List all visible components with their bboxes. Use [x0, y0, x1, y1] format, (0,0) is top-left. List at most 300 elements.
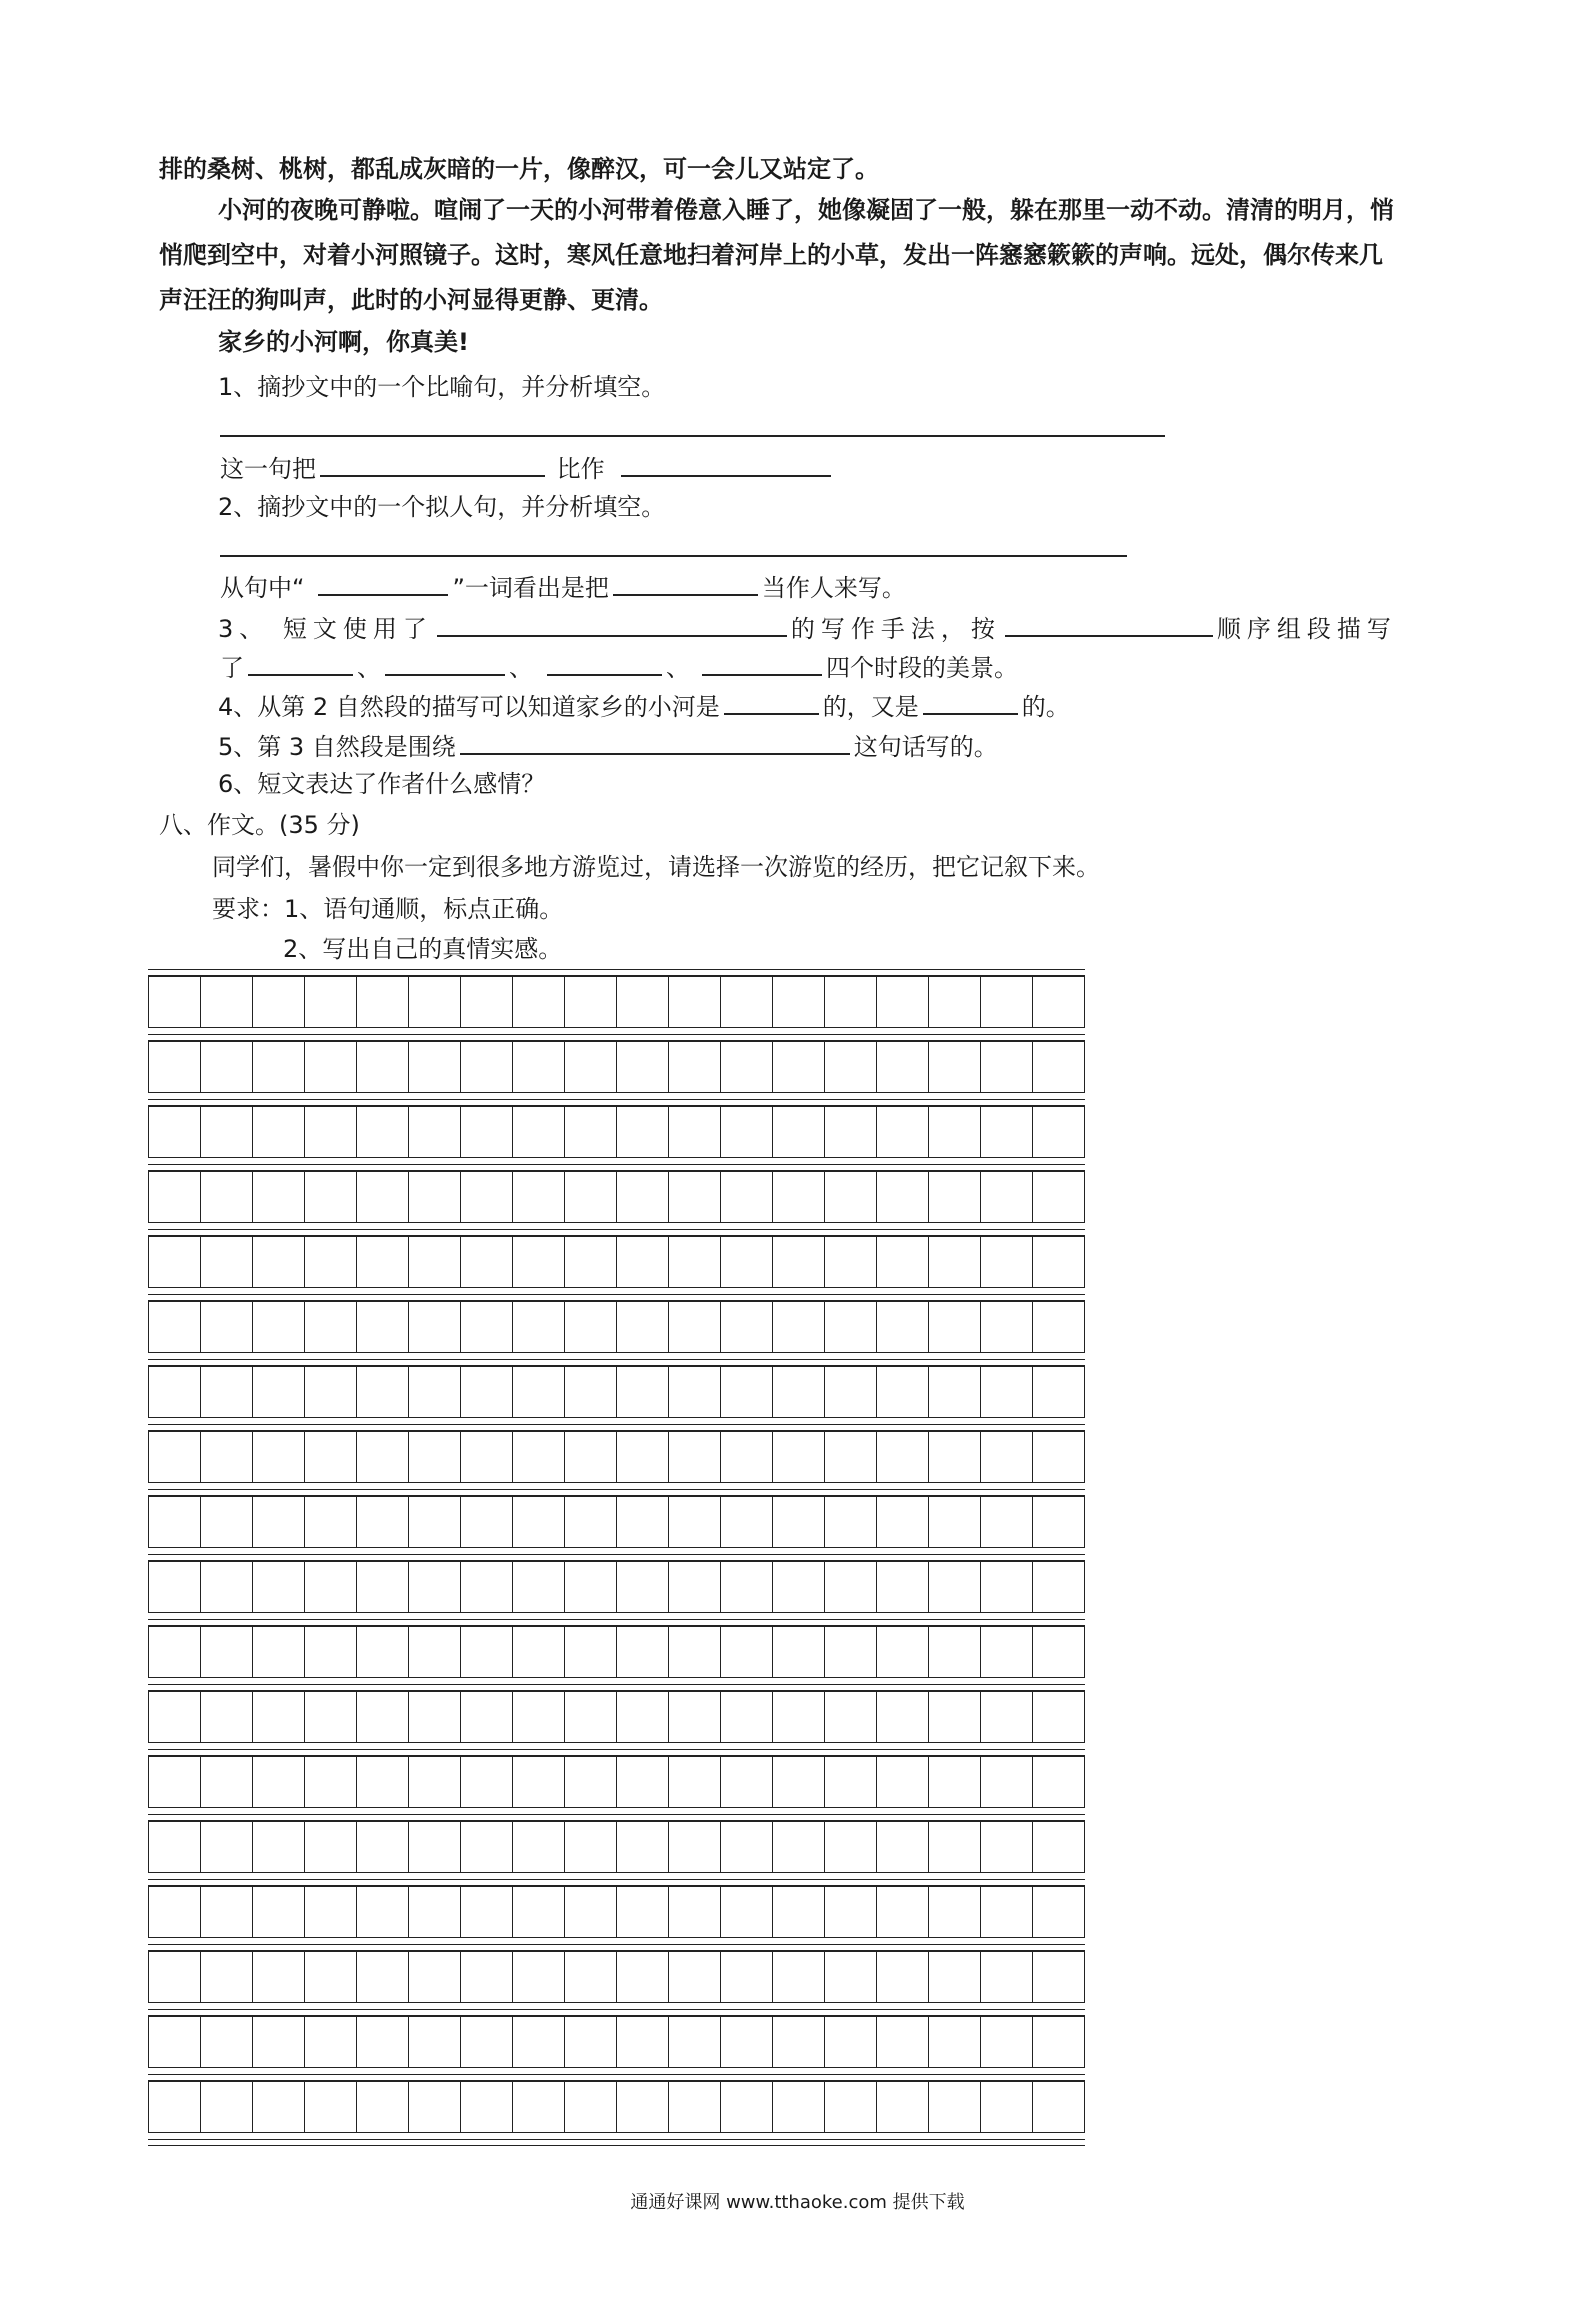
grid-cell[interactable]	[253, 1757, 305, 1807]
grid-cell[interactable]	[773, 1432, 825, 1482]
grid-cell[interactable]	[253, 2082, 305, 2132]
grid-cell[interactable]	[461, 1042, 513, 1092]
grid-cell[interactable]	[773, 977, 825, 1027]
grid-cell[interactable]	[825, 1237, 877, 1287]
grid-cell[interactable]	[825, 1627, 877, 1677]
grid-cell[interactable]	[669, 2082, 721, 2132]
grid-cell[interactable]	[461, 1952, 513, 2002]
grid-cell[interactable]	[357, 1042, 409, 1092]
grid-cell[interactable]	[409, 1237, 461, 1287]
grid-cell[interactable]	[565, 1887, 617, 1937]
grid-cell[interactable]	[149, 1562, 201, 1612]
grid-cell[interactable]	[409, 977, 461, 1027]
grid-cell[interactable]	[669, 1432, 721, 1482]
grid-cell[interactable]	[357, 1367, 409, 1417]
grid-cell[interactable]	[201, 2082, 253, 2132]
grid-cell[interactable]	[981, 977, 1033, 1027]
grid-cell[interactable]	[929, 1107, 981, 1157]
grid-cell[interactable]	[149, 1692, 201, 1742]
grid-cell[interactable]	[773, 1302, 825, 1352]
grid-cell[interactable]	[721, 1237, 773, 1287]
grid-row[interactable]	[148, 1879, 1085, 1944]
grid-cell[interactable]	[149, 1887, 201, 1937]
grid-cell[interactable]	[877, 977, 929, 1027]
grid-cells[interactable]	[148, 976, 1085, 1028]
q3-blank-period-2[interactable]	[385, 648, 505, 676]
grid-cell[interactable]	[825, 1367, 877, 1417]
grid-cell[interactable]	[409, 1692, 461, 1742]
grid-cell[interactable]	[877, 1952, 929, 2002]
grid-cell[interactable]	[565, 1497, 617, 1547]
q3-blank-period-1[interactable]	[248, 648, 353, 676]
grid-cell[interactable]	[461, 1367, 513, 1417]
grid-cell[interactable]	[825, 2082, 877, 2132]
grid-cell[interactable]	[877, 1562, 929, 1612]
grid-cell[interactable]	[981, 1497, 1033, 1547]
grid-cell[interactable]	[721, 1822, 773, 1872]
grid-cell[interactable]	[253, 1627, 305, 1677]
grid-row[interactable]	[148, 2009, 1085, 2074]
grid-cell[interactable]	[1033, 1107, 1085, 1157]
grid-cell[interactable]	[669, 1302, 721, 1352]
grid-cell[interactable]	[929, 977, 981, 1027]
grid-cell[interactable]	[669, 1952, 721, 2002]
grid-cell[interactable]	[877, 1887, 929, 1937]
grid-cell[interactable]	[201, 1822, 253, 1872]
grid-cell[interactable]	[149, 1757, 201, 1807]
grid-cell[interactable]	[409, 1952, 461, 2002]
grid-cell[interactable]	[721, 1497, 773, 1547]
grid-cell[interactable]	[565, 1172, 617, 1222]
grid-cell[interactable]	[149, 1952, 201, 2002]
grid-cell[interactable]	[253, 1692, 305, 1742]
q4-blank-1[interactable]	[724, 687, 819, 715]
grid-cell[interactable]	[357, 977, 409, 1027]
grid-cell[interactable]	[981, 1172, 1033, 1222]
grid-cell[interactable]	[877, 2082, 929, 2132]
grid-row[interactable]	[148, 969, 1085, 1034]
grid-cell[interactable]	[253, 1237, 305, 1287]
grid-cell[interactable]	[617, 1822, 669, 1872]
grid-cell[interactable]	[929, 1497, 981, 1547]
grid-cell[interactable]	[773, 1822, 825, 1872]
grid-cell[interactable]	[201, 1042, 253, 1092]
grid-cell[interactable]	[201, 1107, 253, 1157]
grid-cell[interactable]	[253, 1497, 305, 1547]
grid-cell[interactable]	[825, 1497, 877, 1547]
grid-cell[interactable]	[409, 1367, 461, 1417]
grid-cell[interactable]	[773, 1107, 825, 1157]
grid-cell[interactable]	[721, 1757, 773, 1807]
grid-cells[interactable]	[148, 1041, 1085, 1093]
grid-cell[interactable]	[981, 1822, 1033, 1872]
grid-cell[interactable]	[253, 1822, 305, 1872]
grid-cell[interactable]	[721, 1627, 773, 1677]
q3-blank-period-4[interactable]	[702, 648, 822, 676]
grid-cell[interactable]	[877, 1367, 929, 1417]
q2-blank-word[interactable]	[318, 568, 448, 596]
grid-cell[interactable]	[773, 1952, 825, 2002]
grid-cell[interactable]	[513, 977, 565, 1027]
grid-cell[interactable]	[305, 1302, 357, 1352]
grid-cells[interactable]	[148, 1236, 1085, 1288]
grid-cell[interactable]	[305, 1237, 357, 1287]
grid-cell[interactable]	[201, 1302, 253, 1352]
grid-cell[interactable]	[825, 1302, 877, 1352]
grid-cell[interactable]	[409, 2017, 461, 2067]
grid-cell[interactable]	[253, 2017, 305, 2067]
grid-cell[interactable]	[565, 1107, 617, 1157]
grid-cell[interactable]	[981, 2017, 1033, 2067]
grid-cell[interactable]	[1033, 1302, 1085, 1352]
grid-cell[interactable]	[825, 1887, 877, 1937]
grid-row[interactable]	[148, 1489, 1085, 1554]
grid-cells[interactable]	[148, 1106, 1085, 1158]
grid-cell[interactable]	[513, 1042, 565, 1092]
q1-blank-subject[interactable]	[320, 449, 545, 477]
grid-cell[interactable]	[721, 1887, 773, 1937]
grid-cell[interactable]	[357, 1107, 409, 1157]
grid-cell[interactable]	[617, 1562, 669, 1612]
grid-cell[interactable]	[617, 1302, 669, 1352]
grid-cell[interactable]	[617, 1107, 669, 1157]
grid-row[interactable]	[148, 1294, 1085, 1359]
grid-cell[interactable]	[877, 1107, 929, 1157]
grid-cell[interactable]	[773, 2017, 825, 2067]
grid-cells[interactable]	[148, 1821, 1085, 1873]
grid-cell[interactable]	[565, 1627, 617, 1677]
grid-cell[interactable]	[929, 1237, 981, 1287]
grid-cell[interactable]	[617, 2082, 669, 2132]
grid-cell[interactable]	[565, 1367, 617, 1417]
grid-cell[interactable]	[929, 2082, 981, 2132]
grid-cell[interactable]	[461, 1692, 513, 1742]
grid-cell[interactable]	[149, 1432, 201, 1482]
grid-cell[interactable]	[981, 1757, 1033, 1807]
grid-cell[interactable]	[825, 1952, 877, 2002]
grid-cell[interactable]	[669, 1757, 721, 1807]
grid-cell[interactable]	[357, 1562, 409, 1612]
grid-cell[interactable]	[773, 1237, 825, 1287]
grid-cell[interactable]	[461, 977, 513, 1027]
grid-cell[interactable]	[149, 2082, 201, 2132]
grid-cell[interactable]	[149, 1042, 201, 1092]
grid-cells[interactable]	[148, 1171, 1085, 1223]
grid-cell[interactable]	[565, 1757, 617, 1807]
grid-cell[interactable]	[617, 1497, 669, 1547]
grid-cell[interactable]	[825, 1432, 877, 1482]
grid-cell[interactable]	[773, 1497, 825, 1547]
grid-cell[interactable]	[981, 1887, 1033, 1937]
q1-blank-object[interactable]	[621, 449, 831, 477]
grid-cell[interactable]	[1033, 1952, 1085, 2002]
grid-cell[interactable]	[357, 1172, 409, 1222]
grid-cell[interactable]	[929, 1627, 981, 1677]
grid-cell[interactable]	[981, 1562, 1033, 1612]
grid-cell[interactable]	[513, 1887, 565, 1937]
grid-cell[interactable]	[773, 1692, 825, 1742]
grid-cell[interactable]	[1033, 1887, 1085, 1937]
grid-cell[interactable]	[1033, 1367, 1085, 1417]
grid-row[interactable]	[148, 1359, 1085, 1424]
grid-row[interactable]	[148, 1814, 1085, 1879]
grid-cell[interactable]	[409, 1042, 461, 1092]
grid-cell[interactable]	[201, 1367, 253, 1417]
grid-cell[interactable]	[617, 1627, 669, 1677]
grid-cell[interactable]	[565, 2017, 617, 2067]
grid-cell[interactable]	[149, 1367, 201, 1417]
grid-cell[interactable]	[461, 2082, 513, 2132]
grid-cell[interactable]	[201, 1172, 253, 1222]
grid-cell[interactable]	[409, 1757, 461, 1807]
grid-cell[interactable]	[825, 1107, 877, 1157]
grid-cell[interactable]	[357, 1627, 409, 1677]
grid-cell[interactable]	[357, 1302, 409, 1352]
grid-cell[interactable]	[981, 1367, 1033, 1417]
grid-cell[interactable]	[877, 1692, 929, 1742]
q2-answer-line[interactable]	[220, 555, 1127, 557]
grid-cell[interactable]	[513, 1952, 565, 2002]
grid-cell[interactable]	[929, 1692, 981, 1742]
grid-cell[interactable]	[981, 1627, 1033, 1677]
grid-cell[interactable]	[825, 1692, 877, 1742]
grid-cell[interactable]	[721, 1302, 773, 1352]
grid-cell[interactable]	[877, 1757, 929, 1807]
grid-cell[interactable]	[149, 1497, 201, 1547]
grid-cell[interactable]	[825, 1042, 877, 1092]
grid-cell[interactable]	[877, 1237, 929, 1287]
grid-cell[interactable]	[1033, 1757, 1085, 1807]
grid-cell[interactable]	[409, 1887, 461, 1937]
grid-cell[interactable]	[565, 1952, 617, 2002]
grid-cell[interactable]	[201, 1562, 253, 1612]
grid-cell[interactable]	[617, 1042, 669, 1092]
grid-cell[interactable]	[721, 2017, 773, 2067]
grid-cell[interactable]	[981, 1237, 1033, 1287]
grid-cell[interactable]	[877, 1627, 929, 1677]
q5-blank-sentence[interactable]	[460, 727, 850, 755]
grid-cell[interactable]	[461, 1757, 513, 1807]
grid-cell[interactable]	[149, 1627, 201, 1677]
grid-cell[interactable]	[669, 1822, 721, 1872]
grid-cell[interactable]	[617, 2017, 669, 2067]
grid-cell[interactable]	[201, 2017, 253, 2067]
grid-row[interactable]	[148, 1099, 1085, 1164]
grid-cell[interactable]	[773, 2082, 825, 2132]
grid-cell[interactable]	[981, 1302, 1033, 1352]
grid-cell[interactable]	[357, 1822, 409, 1872]
grid-cell[interactable]	[1033, 2017, 1085, 2067]
grid-cell[interactable]	[825, 1822, 877, 1872]
grid-cell[interactable]	[877, 1302, 929, 1352]
grid-cell[interactable]	[877, 1497, 929, 1547]
grid-cell[interactable]	[721, 1107, 773, 1157]
grid-cell[interactable]	[461, 1107, 513, 1157]
grid-cell[interactable]	[253, 1562, 305, 1612]
grid-cell[interactable]	[305, 1692, 357, 1742]
grid-cell[interactable]	[201, 1432, 253, 1482]
grid-cell[interactable]	[617, 1367, 669, 1417]
grid-cell[interactable]	[981, 1692, 1033, 1742]
grid-cell[interactable]	[513, 1107, 565, 1157]
grid-cell[interactable]	[513, 2082, 565, 2132]
grid-cell[interactable]	[565, 1692, 617, 1742]
grid-cell[interactable]	[1033, 1627, 1085, 1677]
grid-row[interactable]	[148, 1749, 1085, 1814]
grid-cell[interactable]	[461, 1302, 513, 1352]
grid-cell[interactable]	[669, 2017, 721, 2067]
grid-cells[interactable]	[148, 1366, 1085, 1418]
grid-cell[interactable]	[357, 1887, 409, 1937]
grid-cell[interactable]	[305, 1042, 357, 1092]
grid-cell[interactable]	[461, 1497, 513, 1547]
grid-cell[interactable]	[565, 1302, 617, 1352]
grid-cells[interactable]	[148, 1496, 1085, 1548]
grid-cell[interactable]	[461, 1172, 513, 1222]
grid-cell[interactable]	[461, 1562, 513, 1612]
grid-cell[interactable]	[305, 1887, 357, 1937]
grid-cell[interactable]	[773, 1042, 825, 1092]
grid-cell[interactable]	[305, 1822, 357, 1872]
grid-cell[interactable]	[357, 1497, 409, 1547]
grid-cells[interactable]	[148, 2081, 1085, 2133]
grid-cell[interactable]	[149, 1822, 201, 1872]
grid-cell[interactable]	[565, 1432, 617, 1482]
grid-cell[interactable]	[513, 1497, 565, 1547]
grid-cell[interactable]	[201, 1757, 253, 1807]
grid-cell[interactable]	[305, 2017, 357, 2067]
grid-cells[interactable]	[148, 1561, 1085, 1613]
grid-cell[interactable]	[513, 1432, 565, 1482]
grid-cell[interactable]	[201, 977, 253, 1027]
grid-cell[interactable]	[981, 1107, 1033, 1157]
grid-cell[interactable]	[357, 1237, 409, 1287]
grid-cell[interactable]	[409, 1172, 461, 1222]
grid-cells[interactable]	[148, 1431, 1085, 1483]
grid-cell[interactable]	[825, 1172, 877, 1222]
grid-cell[interactable]	[929, 1042, 981, 1092]
grid-cell[interactable]	[721, 1042, 773, 1092]
grid-cell[interactable]	[409, 1562, 461, 1612]
grid-cells[interactable]	[148, 1886, 1085, 1938]
grid-cell[interactable]	[669, 1172, 721, 1222]
grid-cell[interactable]	[929, 1367, 981, 1417]
grid-cell[interactable]	[1033, 1497, 1085, 1547]
grid-cell[interactable]	[409, 1302, 461, 1352]
grid-cell[interactable]	[253, 1367, 305, 1417]
q3-blank-period-3[interactable]	[547, 648, 662, 676]
grid-cell[interactable]	[409, 1432, 461, 1482]
grid-cells[interactable]	[148, 1756, 1085, 1808]
grid-cell[interactable]	[305, 1627, 357, 1677]
grid-cell[interactable]	[565, 1562, 617, 1612]
grid-cell[interactable]	[773, 1887, 825, 1937]
grid-cell[interactable]	[1033, 2082, 1085, 2132]
grid-cells[interactable]	[148, 1301, 1085, 1353]
grid-row[interactable]	[148, 1164, 1085, 1229]
grid-cell[interactable]	[149, 1107, 201, 1157]
grid-cell[interactable]	[877, 1822, 929, 1872]
grid-cell[interactable]	[721, 977, 773, 1027]
grid-row[interactable]	[148, 1619, 1085, 1684]
grid-cell[interactable]	[929, 1302, 981, 1352]
grid-cell[interactable]	[669, 1367, 721, 1417]
grid-cell[interactable]	[721, 1432, 773, 1482]
grid-cell[interactable]	[825, 977, 877, 1027]
grid-cell[interactable]	[773, 1627, 825, 1677]
grid-cell[interactable]	[721, 2082, 773, 2132]
grid-cell[interactable]	[669, 1237, 721, 1287]
grid-cell[interactable]	[149, 1302, 201, 1352]
grid-cell[interactable]	[721, 1367, 773, 1417]
grid-cell[interactable]	[305, 1757, 357, 1807]
grid-cell[interactable]	[253, 1302, 305, 1352]
grid-cell[interactable]	[617, 1432, 669, 1482]
grid-cell[interactable]	[877, 1172, 929, 1222]
grid-cell[interactable]	[721, 1692, 773, 1742]
grid-cell[interactable]	[357, 2017, 409, 2067]
grid-cell[interactable]	[669, 1887, 721, 1937]
grid-cell[interactable]	[773, 1757, 825, 1807]
grid-row[interactable]	[148, 1229, 1085, 1294]
grid-cell[interactable]	[305, 2082, 357, 2132]
grid-cells[interactable]	[148, 1691, 1085, 1743]
grid-cell[interactable]	[357, 1432, 409, 1482]
grid-cell[interactable]	[565, 1237, 617, 1287]
grid-cell[interactable]	[1033, 1562, 1085, 1612]
grid-cell[interactable]	[513, 1237, 565, 1287]
grid-cell[interactable]	[149, 1237, 201, 1287]
grid-cell[interactable]	[253, 1952, 305, 2002]
grid-cell[interactable]	[877, 2017, 929, 2067]
grid-cell[interactable]	[565, 977, 617, 1027]
grid-cell[interactable]	[929, 1887, 981, 1937]
q3-blank-technique[interactable]	[437, 609, 787, 637]
grid-cell[interactable]	[565, 1042, 617, 1092]
grid-cell[interactable]	[617, 1172, 669, 1222]
grid-cell[interactable]	[1033, 1692, 1085, 1742]
grid-cell[interactable]	[357, 1692, 409, 1742]
grid-cell[interactable]	[565, 1822, 617, 1872]
grid-row[interactable]	[148, 1554, 1085, 1619]
grid-cell[interactable]	[669, 1497, 721, 1547]
grid-cell[interactable]	[305, 1432, 357, 1482]
grid-cell[interactable]	[929, 1757, 981, 1807]
grid-cell[interactable]	[357, 1952, 409, 2002]
grid-cell[interactable]	[513, 1172, 565, 1222]
grid-cell[interactable]	[669, 977, 721, 1027]
grid-cell[interactable]	[461, 1432, 513, 1482]
grid-cell[interactable]	[929, 1172, 981, 1222]
grid-cell[interactable]	[201, 1887, 253, 1937]
grid-cell[interactable]	[201, 1497, 253, 1547]
grid-cell[interactable]	[669, 1692, 721, 1742]
grid-cell[interactable]	[773, 1172, 825, 1222]
grid-cell[interactable]	[981, 1952, 1033, 2002]
grid-cell[interactable]	[149, 2017, 201, 2067]
grid-cell[interactable]	[929, 1562, 981, 1612]
grid-cell[interactable]	[305, 1172, 357, 1222]
grid-cell[interactable]	[617, 1237, 669, 1287]
grid-cell[interactable]	[1033, 1042, 1085, 1092]
grid-row[interactable]	[148, 1944, 1085, 2009]
q2-blank-thing[interactable]	[613, 568, 758, 596]
grid-cell[interactable]	[773, 1367, 825, 1417]
grid-cell[interactable]	[409, 1627, 461, 1677]
grid-cell[interactable]	[409, 1822, 461, 1872]
grid-cells[interactable]	[148, 2016, 1085, 2068]
q4-blank-2[interactable]	[923, 687, 1018, 715]
